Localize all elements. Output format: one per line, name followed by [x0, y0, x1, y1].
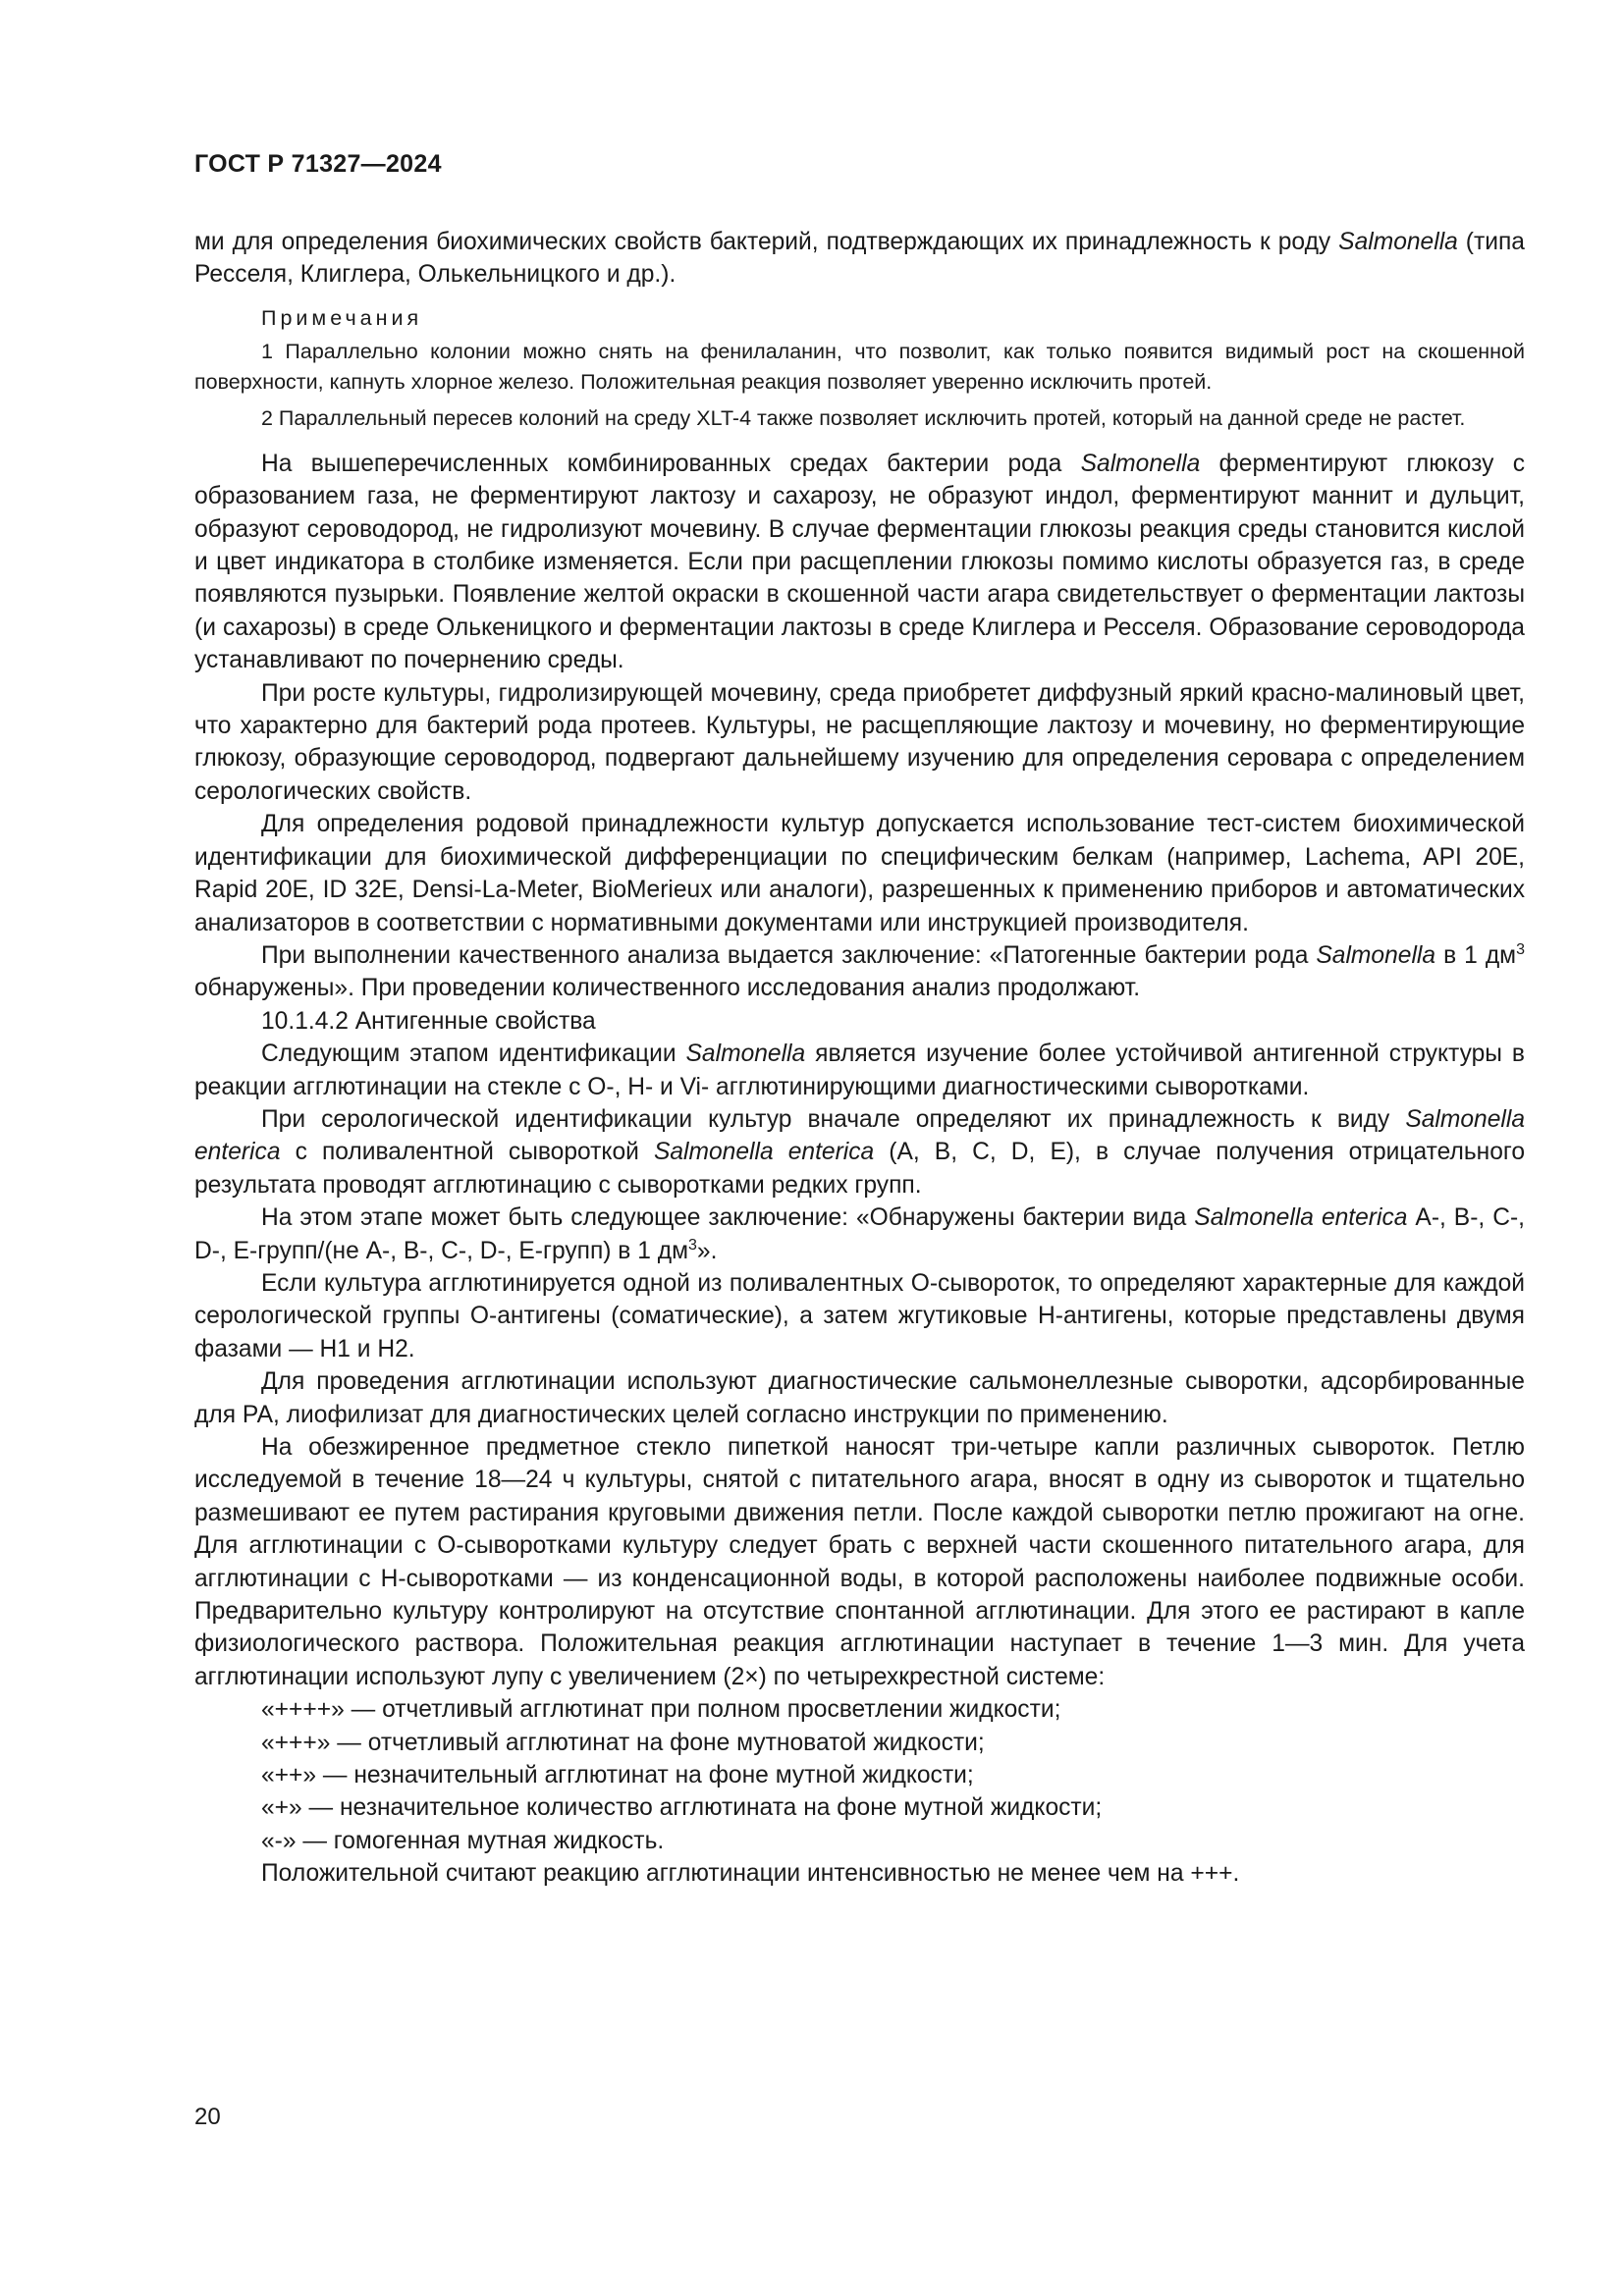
- paragraph-positive-result: Положительной считают реакцию агглютинации интенсивностью не менее чем на +++.: [261, 1860, 1240, 1888]
- paragraph-serological-identification: При серологической идентификации культур вначале определяют их принадлежность к виду Salmonella enterica с поливалентной сывороткой Salmonella enterica (А, В, С, D, Е), в случае получения отрицательного результата проводят агглютинацию с сыворотками редких групп.: [194, 1105, 1526, 1199]
- scale-item: «+++» — отчетливый агглютинат на фоне мутноватой жидкости;: [261, 1729, 985, 1756]
- note-2: 2 Параллельный пересев колоний на среду XLT-4 также позволяет исключить протей, который на данной среде не растет.: [261, 405, 1466, 430]
- notes-title: Примечания: [261, 305, 423, 330]
- genus-name: Salmonella: [1316, 941, 1436, 969]
- page-number: 20: [194, 2104, 221, 2130]
- species-name: Salmonella enterica: [1194, 1204, 1408, 1232]
- paragraph-antigenic-structure: Следующим этапом идентификации Salmonella является изучение более устойчивой антигенной структуры в реакции агглютинации на стекле с О-, Н- и Vi- агглютинирующими диагностическими сыворотками.: [194, 1041, 1525, 1100]
- paragraph-sera: Для проведения агглютинации используют диагностические сальмонеллезные сыворотки, адсорбированные для РА, лиофилизат для диагностических целей согласно инструкции по применению.: [194, 1368, 1525, 1428]
- species-name: Salmonella enterica: [653, 1139, 875, 1166]
- genus-name: Salmonella: [1080, 450, 1201, 477]
- genus-name: Salmonella: [685, 1041, 806, 1068]
- scale-item: «-» — гомогенная мутная жидкость.: [261, 1827, 665, 1854]
- page-content: [194, 226, 1525, 1891]
- section-heading: 10.1.4.2 Антигенные свойства: [261, 1007, 596, 1035]
- paragraph-test-systems: Для определения родовой принадлежности культур допускается использование тест-систем биохимической идентификации для биохимической дифференциации по специфическим белкам (например, Lachema, API 20E, Rapid 20E, ID 32E, Densi-La-Meter, BioMerieux или аналоги), разрешенных к применению приборов и автоматических анализаторов в соответствии с нормативными документами или инструкцией производителя.: [194, 811, 1525, 936]
- paragraph-combined-media: На вышеперечисленных комбинированных средах бактерии рода Salmonella ферментируют глюкозу с образованием газа, не ферментируют лактозу и сахарозу, не образуют индол, ферментируют маннит и дульцит, образуют сероводород, не гидролизуют мочевину. В случае ферментации глюкозы реакция среды становится кислой и цвет индикатора в столбике изменяется. Если при расщеплении глюкозы помимо кислоты образуется газ, в среде появляются пузырьки. Появление желтой окраски в скошенной части агара свидетельствует о ферментации лактозы (и сахарозы) в среде Олькеницкого и ферментации лактозы в среде Клиглера и Ресселя. Образование сероводорода устанавливают по почернению среды.: [194, 450, 1526, 674]
- note-1: 1 Параллельно колонии можно снять на фенилаланин, что позволит, как только появится видимый рост на скошенной поверхности, капнуть хлорное железо. Положительная реакция позволяет уверенно исключить протей.: [194, 339, 1525, 394]
- paragraph-qualitative-conclusion: При выполнении качественного анализа выдается заключение: «Патогенные бактерии рода Salmonella в 1 $дм^3$ обнаружены». При проведении количественного исследования анализ продолжают.: [194, 940, 1525, 1002]
- scale-item: «++» — незначительный агглютинат на фоне мутной жидкости;: [261, 1762, 974, 1789]
- scale-item: «+» — незначительное количество агглютината на фоне мутной жидкости;: [261, 1794, 1103, 1822]
- paragraph-procedure: На обезжиренное предметное стекло пипеткой наносят три-четыре капли различных сывороток. Петлю исследуемой в течение 18—24 ч культуры, снятой с питательного агара, вносят в одну из сывороток и тщательно размешивают ее путем растирания круговыми движения петли. После каждой сыворотки петлю прожигают на огне. Для агглютинации с О-сыворотками культуру следует брать с верхней части скошенного питательного агара, для агглютинации с Н-сыворотками — из конденсационной воды, в которой расположены наиболее подвижные особи. Предварительно культуру контролируют на отсутствие спонтанной агглютинации. Для этого ее растирают в капле физиологического раствора. Положительная реакция агглютинации наступает в течение 1—3 мин. Для учета агглютинации используют лупу с увеличением (2×) по четырехкрестной системе:: [194, 1434, 1525, 1690]
- paragraph-intro: ми для определения биохимических свойств бактерий, подтверждающих их принадлежность к роду Salmonella (типа Ресселя, Клиглера, Олькельницкого и др.).: [194, 229, 1525, 289]
- scale-item: «++++» — отчетливый агглютинат при полном просветлении жидкости;: [261, 1696, 1061, 1724]
- document-code: ГОСТ Р 71327—2024: [194, 150, 442, 178]
- paragraph-urea: При росте культуры, гидролизирующей мочевину, среда приобретет диффузный яркий красно-малиновый цвет, что характерно для бактерий рода протеев. Культуры, не расщепляющие лактозу и мочевину, но ферментирующие глюкозу, образующие сероводород, подвергают дальнейшему изучению для определения серовара с определением серологических свойств.: [194, 679, 1525, 805]
- genus-name: Salmonella: [1338, 229, 1458, 255]
- species-name: Salmonella enterica: [194, 1105, 1525, 1166]
- paragraph-o-antigens: Если культура агглютинируется одной из поливалентных О-сывороток, то определяют характерные для каждой серологической группы О-антигены (соматические), а затем жгутиковые Н-антигены, которые представлены двумя фазами — Н1 и Н2.: [194, 1269, 1525, 1362]
- paragraph-stage-conclusion: На этом этапе может быть следующее заключение: «Обнаружены бактерии вида Salmonella enterica А-, В-, С-, D-, Е-групп/(не А-, В-, С-, D-, Е-групп) в 1 $дм^3$».: [194, 1204, 1525, 1264]
